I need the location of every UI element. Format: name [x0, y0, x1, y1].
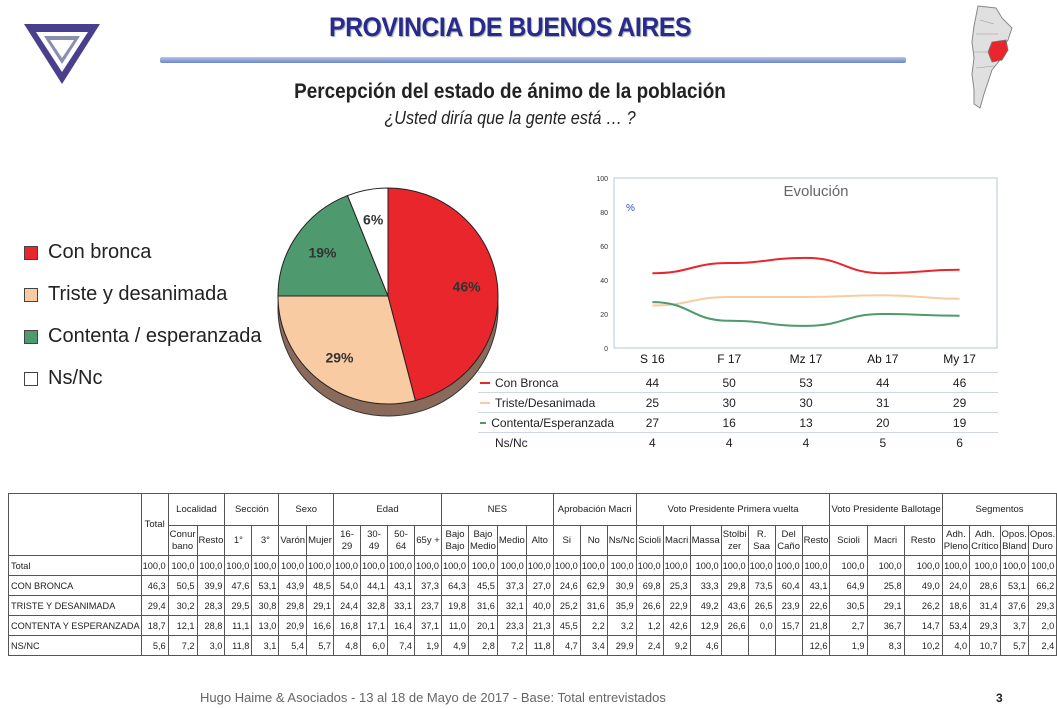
table-cell: 16,6 [307, 616, 334, 636]
legend-swatch [24, 372, 38, 386]
column-header: Resto [197, 526, 225, 556]
table-cell: 100,0 [721, 556, 748, 576]
series-value: 46 [952, 376, 967, 390]
table-cell: 25,3 [663, 576, 690, 596]
table-cell: 21,3 [526, 616, 553, 636]
column-header: 65y + [415, 526, 442, 556]
table-cell: 30,5 [830, 596, 867, 616]
column-group-header: Sexo [279, 494, 334, 526]
table-cell: 29,3 [970, 616, 1000, 636]
table-cell: 100,0 [580, 556, 607, 576]
table-cell: 4,7 [553, 636, 580, 656]
column-header: Bajo Medio [469, 526, 498, 556]
series-value: 6 [956, 436, 963, 450]
evolution-series-row [478, 392, 998, 413]
table-row [9, 636, 1057, 656]
evolution-series-row [478, 372, 998, 393]
table-cell: 100,0 [141, 556, 168, 576]
table-cell: 1,9 [415, 636, 442, 656]
table-cell: 12,9 [690, 616, 721, 636]
column-header: 50-64 [388, 526, 415, 556]
table-cell: 100,0 [942, 556, 969, 576]
table-cell: 24,0 [942, 576, 969, 596]
legend-label: Triste y desanimada [48, 283, 228, 305]
table-cell: 100,0 [748, 556, 775, 576]
table-cell: 43,6 [721, 596, 748, 616]
table-cell: 29,4 [141, 596, 168, 616]
series-value: 13 [799, 416, 813, 430]
evolution-series-row [478, 432, 998, 453]
table-cell: 29,1 [867, 596, 904, 616]
table-row [9, 556, 1057, 576]
table-cell: 4,0 [942, 636, 969, 656]
chart-subtitle: Percepción del estado de ánimo de la población [294, 80, 726, 103]
table-cell: 100,0 [252, 556, 279, 576]
table-cell: 100,0 [830, 556, 867, 576]
table-cell: 3,1 [252, 636, 279, 656]
column-group-header: Sección [225, 494, 279, 526]
x-tick-label: S 16 [640, 352, 665, 366]
plot-area [614, 178, 997, 348]
table-cell: 30,9 [607, 576, 636, 596]
table-row [9, 596, 1057, 616]
series-name: Contenta/Esperanzada [491, 416, 614, 430]
table-cell: 12,1 [168, 616, 197, 636]
table-cell: 28,6 [970, 576, 1000, 596]
column-header: No [580, 526, 607, 556]
table-cell: 37,3 [497, 576, 526, 596]
table-cell: 2,4 [1028, 636, 1056, 656]
legend-item-nsnc [24, 367, 102, 390]
column-group-header: Edad [334, 494, 442, 526]
table-cell: 100,0 [690, 556, 721, 576]
legend-swatch [24, 330, 38, 344]
table-cell: 29,5 [225, 596, 252, 616]
legend-label: Ns/Nc [48, 367, 103, 389]
column-group-header: Voto Presidente Primera vuelta [636, 494, 830, 526]
table-cell: 100,0 [168, 556, 197, 576]
table-cell: 5,4 [279, 636, 307, 656]
series-legend-key [480, 402, 490, 404]
table-cell: 7,2 [497, 636, 526, 656]
table-cell: 23,9 [775, 596, 802, 616]
series-name: Con Bronca [495, 376, 559, 390]
series-legend-key [480, 442, 490, 444]
table-cell: 69,8 [636, 576, 663, 596]
table-cell: 100,0 [607, 556, 636, 576]
table-cell: 5,6 [141, 636, 168, 656]
series-label [478, 413, 614, 433]
table-cell: 53,4 [942, 616, 969, 636]
column-header: 16-29 [334, 526, 361, 556]
table-cell: 64,3 [442, 576, 469, 596]
column-header: Alto [526, 526, 553, 556]
legend-item-triste [24, 283, 227, 306]
table-cell: 29,8 [721, 576, 748, 596]
table-cell: 6,0 [361, 636, 388, 656]
y-tick-label: 100 [596, 176, 608, 183]
table-cell: 31,6 [580, 596, 607, 616]
column-header: Massa [690, 526, 721, 556]
column-header: Macri [663, 526, 690, 556]
table-cell: 36,7 [867, 616, 904, 636]
table-cell: 23,7 [415, 596, 442, 616]
table-cell: 100,0 [526, 556, 553, 576]
row-label: NS/NC [9, 636, 142, 656]
series-value: 5 [879, 436, 887, 450]
table-cell: 28,8 [197, 616, 225, 636]
column-header: Scioli [636, 526, 663, 556]
argentina-map-icon [962, 4, 1018, 110]
table-cell: 33,3 [690, 576, 721, 596]
table-cell: 26,2 [904, 596, 942, 616]
table-cell: 2,4 [636, 636, 663, 656]
table-cell: 25,8 [867, 576, 904, 596]
table-cell: 7,4 [388, 636, 415, 656]
legend-label: Con bronca [48, 241, 152, 263]
table-corner [9, 494, 142, 556]
table-cell: 32,8 [361, 596, 388, 616]
table-cell: 16,8 [334, 616, 361, 636]
evolution-title: Evolución [783, 183, 849, 200]
series-value: 4 [649, 436, 656, 450]
table-cell: 24,4 [334, 596, 361, 616]
column-header: Varón [279, 526, 307, 556]
table-cell: 18,7 [141, 616, 168, 636]
table-cell [748, 636, 775, 656]
column-header: Bajo Bajo [442, 526, 469, 556]
column-header: 30-49 [361, 526, 388, 556]
table-cell: 100,0 [469, 556, 498, 576]
table-cell: 60,4 [775, 576, 802, 596]
table-cell: 26,6 [721, 616, 748, 636]
table-cell: 21,8 [802, 616, 830, 636]
table-cell: 43,1 [802, 576, 830, 596]
table-cell: 11,8 [225, 636, 252, 656]
series-value: 30 [799, 396, 813, 410]
table-cell: 62,9 [580, 576, 607, 596]
table-cell: 100,0 [1028, 556, 1056, 576]
table-cell: 20,1 [469, 616, 498, 636]
table-cell: 25,2 [553, 596, 580, 616]
table-cell: 39,9 [197, 576, 225, 596]
column-group-header: Aprobación Macri [553, 494, 636, 526]
table-cell: 73,5 [748, 576, 775, 596]
table-cell: 13,0 [252, 616, 279, 636]
column-header: Opos. Bland [1000, 526, 1028, 556]
table-cell: 19,8 [442, 596, 469, 616]
table-cell: 17,1 [361, 616, 388, 636]
column-group-header: Localidad [168, 494, 225, 526]
table-cell: 100,0 [279, 556, 307, 576]
table-cell: 3,0 [197, 636, 225, 656]
table-cell: 3,7 [1000, 616, 1028, 636]
table-cell: 28,3 [197, 596, 225, 616]
column-header: Scioli [830, 526, 867, 556]
table-cell: 33,1 [388, 596, 415, 616]
page-number: 3 [996, 691, 1003, 705]
table-cell: 100,0 [867, 556, 904, 576]
table-cell: 5,7 [1000, 636, 1028, 656]
table-cell: 2,2 [580, 616, 607, 636]
page-title: PROVINCIA DE BUENOS AIRES [328, 12, 692, 42]
column-header: Adh. Pleno [942, 526, 969, 556]
table-cell: 37,1 [415, 616, 442, 636]
series-value: 25 [645, 396, 660, 410]
pie-data-label: 29% [325, 349, 354, 366]
table-cell: 100,0 [361, 556, 388, 576]
table-cell: 100,0 [553, 556, 580, 576]
table-cell: 27,0 [526, 576, 553, 596]
column-header: Del Caño [775, 526, 802, 556]
company-logo [20, 18, 104, 88]
column-header: 1° [225, 526, 252, 556]
table-cell: 37,6 [1000, 596, 1028, 616]
table-cell: 43,9 [279, 576, 307, 596]
table-cell: 16,4 [388, 616, 415, 636]
legend-item-contenta [24, 325, 262, 348]
column-header: Conur bano [168, 526, 197, 556]
column-header: 3° [252, 526, 279, 556]
table-cell: 100,0 [1000, 556, 1028, 576]
column-header: Macri [867, 526, 904, 556]
table-cell: 66,2 [1028, 576, 1056, 596]
evolution-series-row [478, 412, 998, 433]
pie-data-label: 46% [452, 278, 481, 295]
table-cell: 29,3 [1028, 596, 1056, 616]
table-cell: 100,0 [636, 556, 663, 576]
table-cell: 100,0 [904, 556, 942, 576]
legend-swatch [24, 246, 38, 260]
series-value: 16 [722, 416, 736, 430]
pie-data-label: 6% [363, 211, 384, 228]
x-tick-label: F 17 [717, 352, 742, 366]
table-cell: 7,2 [168, 636, 197, 656]
table-cell: 29,9 [607, 636, 636, 656]
table-cell: 11,0 [442, 616, 469, 636]
y-tick-label: 60 [600, 244, 608, 251]
table-cell: 31,4 [970, 596, 1000, 616]
pie-data-label: 19% [308, 244, 337, 261]
table-row [9, 576, 1057, 596]
table-cell: 2,7 [830, 616, 867, 636]
table-cell: 30,8 [252, 596, 279, 616]
y-tick-label: 0 [604, 346, 608, 353]
series-label [478, 433, 614, 453]
series-label [478, 373, 614, 393]
table-cell: 31,6 [469, 596, 498, 616]
table-cell: 100,0 [775, 556, 802, 576]
table-cell: 20,9 [279, 616, 307, 636]
series-value: 4 [802, 436, 810, 450]
table-cell: 26,6 [636, 596, 663, 616]
table-cell: 48,5 [307, 576, 334, 596]
y-tick-label: 40 [600, 278, 608, 285]
column-group-header: Segmentos [942, 494, 1056, 526]
table-cell: 12,6 [802, 636, 830, 656]
table-cell: 0,0 [748, 616, 775, 636]
table-cell: 100,0 [225, 556, 252, 576]
series-value: 29 [952, 396, 967, 410]
table-cell: 53,1 [252, 576, 279, 596]
table-row [9, 616, 1057, 636]
table-cell [775, 636, 802, 656]
series-name: Triste/Desanimada [495, 396, 596, 410]
table-cell: 50,5 [168, 576, 197, 596]
column-header: R. Saa [748, 526, 775, 556]
x-tick-label: My 17 [943, 352, 976, 366]
table-cell: 3,4 [580, 636, 607, 656]
table-cell: 53,1 [1000, 576, 1028, 596]
table-cell: 2,0 [1028, 616, 1056, 636]
table-cell: 1,2 [636, 616, 663, 636]
table-cell: 35,9 [607, 596, 636, 616]
table-cell: 100,0 [497, 556, 526, 576]
column-header: Opos. Duro [1028, 526, 1056, 556]
table-cell: 45,5 [553, 616, 580, 636]
row-label: CON BRONCA [9, 576, 142, 596]
table-cell: 100,0 [388, 556, 415, 576]
table-cell: 43,1 [388, 576, 415, 596]
table-cell: 1,9 [830, 636, 867, 656]
series-value: 50 [722, 376, 736, 390]
survey-question: ¿Usted diría que la gente está … ? [384, 108, 636, 128]
series-name: Ns/Nc [495, 436, 528, 450]
table-cell: 24,6 [553, 576, 580, 596]
row-label: CONTENTA Y ESPERANZADA [9, 616, 142, 636]
table-cell: 47,6 [225, 576, 252, 596]
table-cell: 4,8 [334, 636, 361, 656]
table-cell: 4,9 [442, 636, 469, 656]
table-cell: 44,1 [361, 576, 388, 596]
series-value: 53 [799, 376, 813, 390]
table-cell: 11,8 [526, 636, 553, 656]
y-axis-label: % [626, 203, 635, 214]
table-cell: 100,0 [442, 556, 469, 576]
series-label [478, 393, 614, 413]
title-divider [160, 57, 906, 63]
table-cell: 29,1 [307, 596, 334, 616]
table-cell [721, 636, 748, 656]
series-value: 19 [952, 416, 967, 430]
column-group-header: NES [442, 494, 554, 526]
series-value: 30 [722, 396, 736, 410]
series-value: 31 [876, 396, 890, 410]
y-tick-label: 80 [600, 210, 608, 217]
series-value: 4 [725, 436, 733, 450]
series-legend-key [480, 382, 490, 384]
table-cell: 64,9 [830, 576, 867, 596]
series-value: 44 [876, 376, 890, 390]
table-cell: 26,5 [748, 596, 775, 616]
y-tick-label: 20 [600, 312, 608, 319]
column-header: Mujer [307, 526, 334, 556]
series-value: 27 [645, 416, 660, 430]
column-header: Resto [802, 526, 830, 556]
column-header-total: Total [141, 494, 168, 556]
table-cell: 22,6 [802, 596, 830, 616]
column-header: Resto [904, 526, 942, 556]
table-cell: 30,2 [168, 596, 197, 616]
legend-swatch [24, 288, 38, 302]
table-cell: 15,7 [775, 616, 802, 636]
series-value: 20 [876, 416, 890, 430]
table-cell: 22,9 [663, 596, 690, 616]
table-cell: 4,6 [690, 636, 721, 656]
table-cell: 45,5 [469, 576, 498, 596]
row-label: Total [9, 556, 142, 576]
table-cell: 8,3 [867, 636, 904, 656]
table-cell: 37,3 [415, 576, 442, 596]
table-cell: 100,0 [197, 556, 225, 576]
table-cell: 23,3 [497, 616, 526, 636]
table-cell: 100,0 [415, 556, 442, 576]
table-cell: 14,7 [904, 616, 942, 636]
row-label: TRISTE Y DESANIMADA [9, 596, 142, 616]
column-header: Si [553, 526, 580, 556]
table-cell: 100,0 [663, 556, 690, 576]
evolution-plot [478, 178, 998, 368]
table-cell: 9,2 [663, 636, 690, 656]
legend-item-con-bronca [24, 241, 151, 264]
table-cell: 42,6 [663, 616, 690, 636]
segment-table [8, 493, 1057, 656]
table-cell: 10,7 [970, 636, 1000, 656]
table-cell: 10,2 [904, 636, 942, 656]
footer-source: Hugo Haime & Asociados - 13 al 18 de Mayo de 2017 - Base: Total entrevistados [200, 690, 666, 705]
column-header: Stolbi zer [721, 526, 748, 556]
series-value: 44 [645, 376, 660, 390]
table-cell: 11,1 [225, 616, 252, 636]
table-cell: 100,0 [307, 556, 334, 576]
table-cell: 100,0 [802, 556, 830, 576]
table-cell: 40,0 [526, 596, 553, 616]
x-tick-label: Ab 17 [867, 352, 899, 366]
column-header: Ns/Nc [607, 526, 636, 556]
table-cell: 3,2 [607, 616, 636, 636]
table-cell: 18,6 [942, 596, 969, 616]
table-cell: 100,0 [334, 556, 361, 576]
table-cell: 5,7 [307, 636, 334, 656]
table-cell: 49,2 [690, 596, 721, 616]
table-cell: 49,0 [904, 576, 942, 596]
table-cell: 32,1 [497, 596, 526, 616]
column-header: Medio [497, 526, 526, 556]
table-cell: 2,8 [469, 636, 498, 656]
table-cell: 100,0 [970, 556, 1000, 576]
series-legend-key [480, 422, 486, 424]
table-cell: 54,0 [334, 576, 361, 596]
column-header: Adh. Crítico [970, 526, 1000, 556]
column-group-header: Voto Presidente Ballotage [830, 494, 942, 526]
table-cell: 46,3 [141, 576, 168, 596]
table-cell: 29,8 [279, 596, 307, 616]
x-tick-label: Mz 17 [789, 352, 823, 366]
legend-label: Contenta / esperanzada [48, 325, 262, 347]
